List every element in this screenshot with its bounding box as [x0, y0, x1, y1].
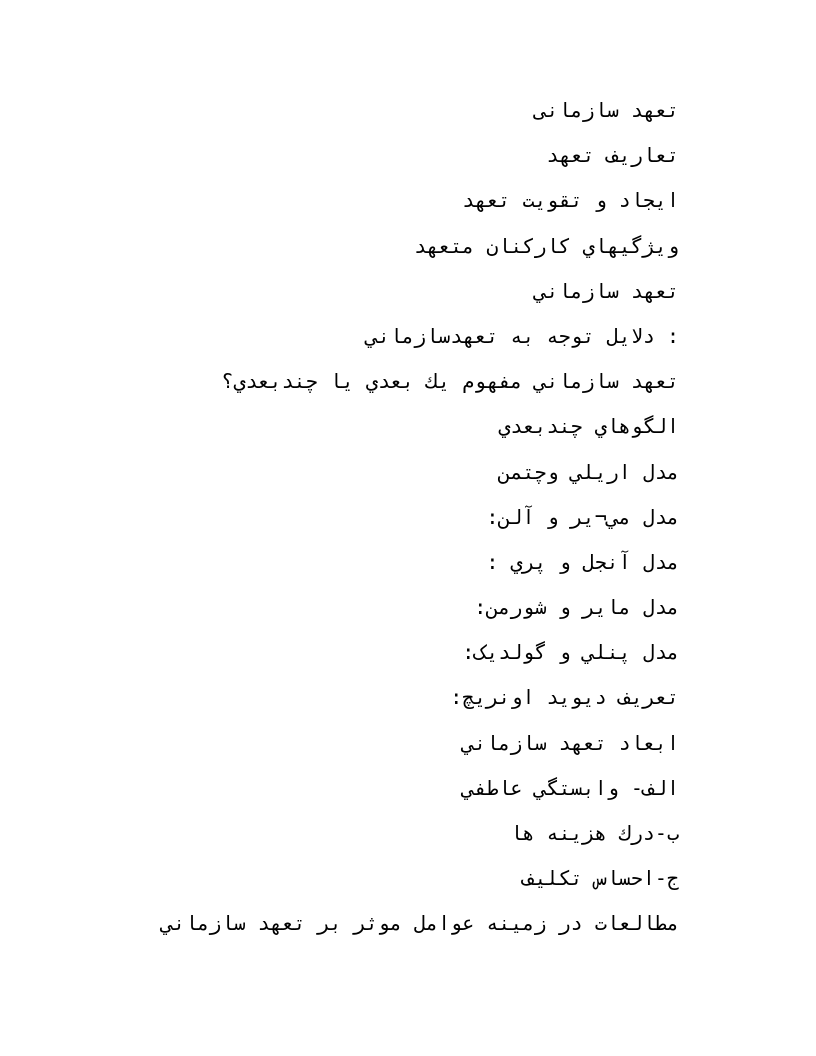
heading-david-ulrich-definition: تعريف ديويد اونريچ: — [450, 685, 679, 710]
heading-reasons-for-attention: : دلايل توجه به تعهدسازماني — [365, 323, 679, 348]
heading-meyer-allen-model: مدل مي¬ير و آلن: — [486, 504, 679, 529]
heading-mayer-schoorman-model: مدل ماير و شورمن: — [474, 595, 679, 620]
heading-commitment-dimensions: ابعاد تعهد سازماني — [462, 730, 679, 755]
heading-commitment-definitions: تعاریف تعهد — [546, 143, 679, 168]
heading-organizational-commitment-2: تعهد سازماني — [534, 278, 679, 303]
heading-organizational-commitment: تعهد سازمانی — [534, 98, 679, 122]
heading-penley-gould-model: مدل پنلي و گولديک: — [462, 640, 679, 665]
heading-one-or-multi-dimensional: تعهد سازماني مفهوم يك بعدي يا چندبعدي؟ — [221, 369, 679, 394]
heading-influencing-factors-studies: مطالعات در زمينه عوامل موثر بر تعهد سازماني — [161, 911, 679, 936]
heading-perceived-costs: ب-درك هزينه ها — [510, 821, 679, 845]
heading-sense-of-obligation: ج-احساس تكليف — [522, 866, 679, 891]
heading-angle-perry-model: مدل آنجل و پري : — [486, 549, 679, 574]
heading-list — [79, 88, 679, 947]
heading-oreilly-chatman-model: مدل اريلي وچتمن — [498, 459, 679, 484]
heading-committed-employee-traits: ويژگيهاي كاركنان متعهد — [414, 233, 679, 258]
heading-multidimensional-models: الگوهاي چندبعدي — [498, 414, 679, 439]
heading-creating-commitment: ایجاد و تقویت تعهد — [462, 188, 679, 213]
heading-affective-attachment: الف- وابستگي عاطفي — [462, 775, 679, 800]
